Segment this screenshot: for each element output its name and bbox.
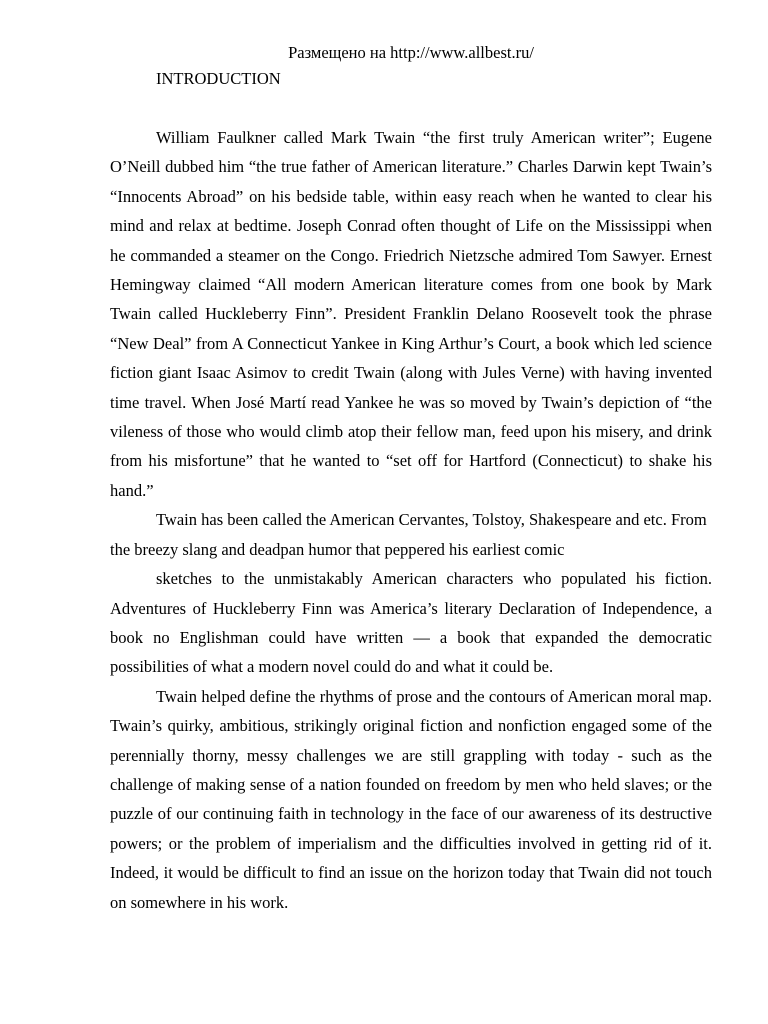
- document-body: [110, 123, 712, 917]
- paragraph: sketches to the unmistakably American characters who populated his fiction. Adventures of Huckleberry Finn was America’s literary Declaration of Independence, a book no Englishman could have written — a book that expanded the democratic possibilities of what a modern novel could do and what it could be.: [110, 569, 712, 677]
- section-heading: INTRODUCTION: [156, 69, 281, 88]
- paragraph: Twain has been called the American Cervantes, Tolstoy, Shakespeare and etc. From the breezy slang and deadpan humor that peppered his earliest comic: [110, 510, 707, 559]
- paragraph: William Faulkner called Mark Twain “the first truly American writer”; Eugene O’Neill dubbed him “the true father of American literature.” Charles Darwin kept Twain’s “Innocents Abroad” on his bedside table, within easy reach when he wanted to clear his mind and relax at bedtime. Joseph Conrad often thought of Life on the Mississippi when he commanded a steamer on the Congo. Friedrich Nietzsche admired Tom Sawyer. Ernest Hemingway claimed “All modern American literature comes from one book by Mark Twain called Huckleberry Finn”. President Franklin Delano Roosevelt took the phrase “New Deal” from A Connecticut Yankee in King Arthur’s Court, a book which led science fiction giant Isaac Asimov to credit Twain (along with Jules Verne) with having invented time travel. When José Martí read Yankee he was so moved by Twain’s depiction of “the vileness of those who would climb atop their fellow man, feed upon his misery, and drink from his misfortune” that he wanted to “set off for Hartford (Connecticut) to shake his hand.”: [110, 128, 712, 500]
- paragraph: Twain helped define the rhythms of prose and the contours of American moral map. Twain’s quirky, ambitious, strikingly original fiction and nonfiction engaged some of the perennially thorny, messy challenges we are still grappling with today - such as the challenge of making sense of a nation founded on freedom by men who held slaves; or the puzzle of our continuing faith in technology in the face of our awareness of its destructive powers; or the problem of imperialism and the difficulties involved in getting rid of it. Indeed, it would be difficult to find an issue on the horizon today that Twain did not touch on somewhere in his work.: [110, 686, 712, 912]
- page-header-source: Размещено на http://www.allbest.ru/: [288, 43, 534, 62]
